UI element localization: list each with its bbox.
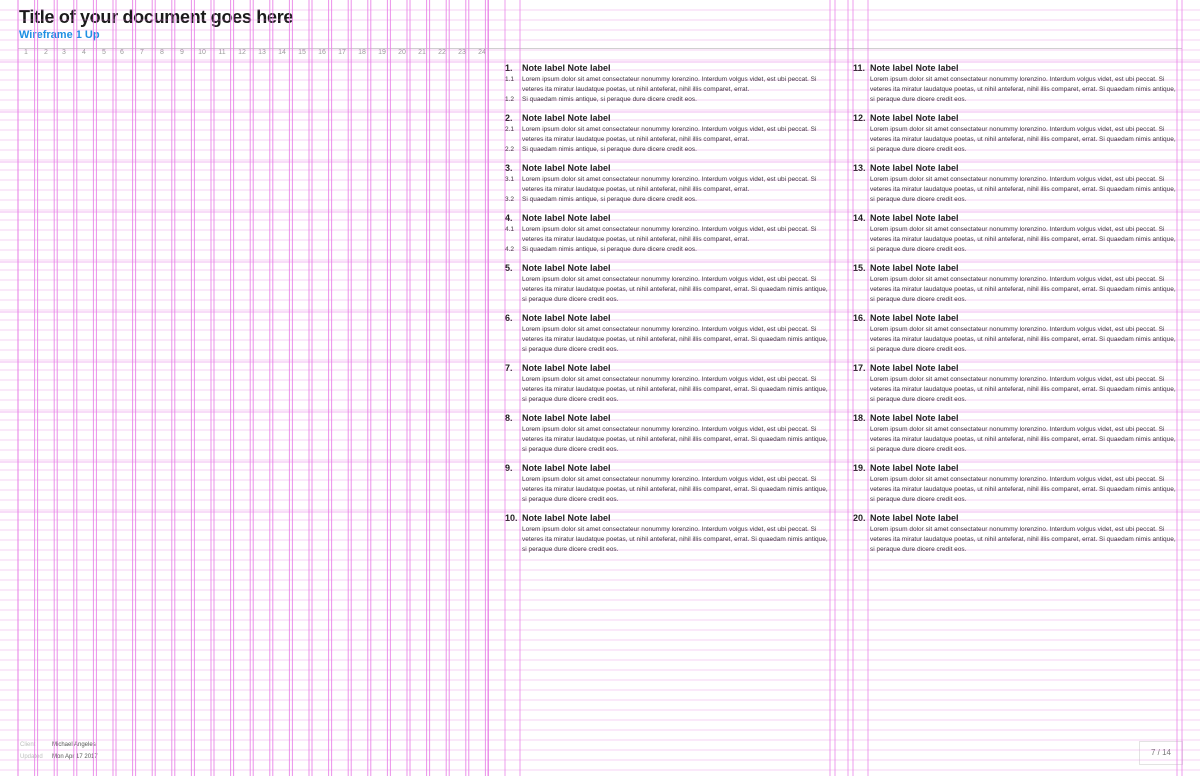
note-text: Lorem ipsum dolor sit amet consectateur nonummy lorenzino. Interdum volgus videt, est ubi peccat. Si veteres ita miratur laudatque poetas, ut nihil anteferat, nihil illis comparet, errat. Si quaedam nimis antique, si peraque dure dicere credit eos. bbox=[870, 276, 1176, 303]
date-label: Updated bbox=[20, 754, 43, 760]
grid-column-number: 23 bbox=[458, 49, 466, 56]
note-subitem bbox=[505, 125, 830, 145]
grid-column-number: 10 bbox=[198, 49, 206, 56]
note-label: Note label Note label bbox=[522, 363, 611, 373]
note-block bbox=[853, 163, 1178, 205]
note-label: Note label Note label bbox=[870, 463, 959, 473]
note-heading bbox=[853, 463, 1178, 475]
note-heading bbox=[853, 263, 1178, 275]
note-subitem bbox=[505, 145, 830, 155]
note-heading bbox=[505, 263, 830, 275]
note-label: Note label Note label bbox=[522, 413, 611, 423]
note-subitem-text: Si quaedam nimis antique, si peraque dure dicere credit eos. bbox=[522, 246, 697, 253]
document-title: Title of your document goes here bbox=[19, 7, 294, 27]
grid-column-number: 24 bbox=[478, 49, 486, 56]
grid-column-number: 2 bbox=[44, 49, 48, 56]
footer-author bbox=[20, 742, 96, 748]
note-block bbox=[505, 63, 830, 105]
grid-column-number: 20 bbox=[398, 49, 406, 56]
note-text: Lorem ipsum dolor sit amet consectateur nonummy lorenzino. Interdum volgus videt, est ubi peccat. Si veteres ita miratur laudatque poetas, ut nihil anteferat, nihil illis comparet, errat. Si quaedam nimis antique, si peraque dure dicere credit eos. bbox=[870, 126, 1176, 153]
grid-column-number: 5 bbox=[102, 49, 106, 56]
note-heading bbox=[505, 63, 830, 75]
note-block bbox=[853, 463, 1178, 505]
grid-column-number: 14 bbox=[278, 49, 286, 56]
note-number: 3. bbox=[505, 163, 513, 173]
note-block bbox=[505, 213, 830, 255]
note-label: Note label Note label bbox=[522, 463, 611, 473]
note-label: Note label Note label bbox=[522, 163, 611, 173]
note-text: Lorem ipsum dolor sit amet consectateur nonummy lorenzino. Interdum volgus videt, est ubi peccat. Si veteres ita miratur laudatque poetas, ut nihil anteferat, nihil illis comparet, errat. Si quaedam nimis antique, si peraque dure dicere credit eos. bbox=[870, 76, 1176, 103]
grid-column-number: 17 bbox=[338, 49, 346, 56]
note-number: 11. bbox=[853, 63, 866, 73]
note-heading bbox=[853, 513, 1178, 525]
note-subitem-number: 2.2 bbox=[505, 146, 515, 153]
note-block bbox=[505, 413, 830, 455]
note-text: Lorem ipsum dolor sit amet consectateur nonummy lorenzino. Interdum volgus videt, est ubi peccat. Si veteres ita miratur laudatque poetas, ut nihil anteferat, nihil illis comparet, errat. Si quaedam nimis antique, si peraque dure dicere credit eos. bbox=[870, 226, 1176, 253]
footer-date bbox=[20, 754, 98, 760]
note-number: 2. bbox=[505, 113, 513, 123]
note-text: Lorem ipsum dolor sit amet consectateur nonummy lorenzino. Interdum volgus videt, est ubi peccat. Si veteres ita miratur laudatque poetas, ut nihil anteferat, nihil illis comparet, errat. Si quaedam nimis antique, si peraque dure dicere credit eos. bbox=[870, 526, 1176, 553]
grid-column-number: 13 bbox=[258, 49, 266, 56]
note-heading bbox=[505, 513, 830, 525]
note-number: 5. bbox=[505, 263, 513, 273]
note-label: Note label Note label bbox=[870, 363, 959, 373]
note-block bbox=[505, 513, 830, 555]
note-subitem bbox=[505, 245, 830, 255]
note-subitem-number: 4.1 bbox=[505, 226, 515, 233]
note-subitem-text: Si quaedam nimis antique, si peraque dure dicere credit eos. bbox=[522, 96, 697, 103]
note-heading bbox=[505, 213, 830, 225]
note-heading bbox=[853, 413, 1178, 425]
note-label: Note label Note label bbox=[870, 213, 959, 223]
note-text: Lorem ipsum dolor sit amet consectateur nonummy lorenzino. Interdum volgus videt, est ubi peccat. Si veteres ita miratur laudatque poetas, ut nihil anteferat, nihil illis comparet, errat. Si quaedam nimis antique, si peraque dure dicere credit eos. bbox=[870, 426, 1176, 453]
note-number: 9. bbox=[505, 463, 513, 473]
note-heading bbox=[853, 213, 1178, 225]
note-text: Lorem ipsum dolor sit amet consectateur nonummy lorenzino. Interdum volgus videt, est ubi peccat. Si veteres ita miratur laudatque poetas, ut nihil anteferat, nihil illis comparet, errat. Si quaedam nimis antique, si peraque dure dicere credit eos. bbox=[522, 476, 828, 503]
note-block bbox=[505, 463, 830, 505]
note-label: Note label Note label bbox=[522, 513, 611, 523]
grid-column-numbers bbox=[18, 49, 488, 63]
note-text: Lorem ipsum dolor sit amet consectateur nonummy lorenzino. Interdum volgus videt, est ubi peccat. Si veteres ita miratur laudatque poetas, ut nihil anteferat, nihil illis comparet, errat. Si quaedam nimis antique, si peraque dure dicere credit eos. bbox=[870, 376, 1176, 403]
note-label: Note label Note label bbox=[870, 263, 959, 273]
grid-column-number: 1 bbox=[24, 49, 28, 56]
author-value: Michael Angeles bbox=[52, 742, 96, 748]
note-number: 12. bbox=[853, 113, 866, 123]
grid-column-number: 18 bbox=[358, 49, 366, 56]
page-indicator: 7 / 14 bbox=[1139, 741, 1183, 765]
note-number: 6. bbox=[505, 313, 513, 323]
note-text: Lorem ipsum dolor sit amet consectateur nonummy lorenzino. Interdum volgus videt, est ubi peccat. Si veteres ita miratur laudatque poetas, ut nihil anteferat, nihil illis comparet, errat. Si quaedam nimis antique, si peraque dure dicere credit eos. bbox=[522, 526, 828, 553]
grid-column-number: 22 bbox=[438, 49, 446, 56]
note-block bbox=[505, 263, 830, 305]
note-subitem-number: 2.1 bbox=[505, 126, 515, 133]
note-subitem bbox=[505, 175, 830, 195]
note-subitem bbox=[505, 75, 830, 95]
note-label: Note label Note label bbox=[870, 63, 959, 73]
note-heading bbox=[853, 313, 1178, 325]
note-subitem-number: 3.1 bbox=[505, 176, 515, 183]
note-subitem-number: 1.2 bbox=[505, 96, 515, 103]
note-text: Lorem ipsum dolor sit amet consectateur nonummy lorenzino. Interdum volgus videt, est ubi peccat. Si veteres ita miratur laudatque poetas, ut nihil anteferat, nihil illis comparet, errat. Si quaedam nimis antique, si peraque dure dicere credit eos. bbox=[870, 326, 1176, 353]
note-label: Note label Note label bbox=[522, 313, 611, 323]
note-subitem bbox=[505, 95, 830, 105]
note-block bbox=[853, 63, 1178, 105]
note-subitem bbox=[505, 225, 830, 245]
note-heading bbox=[505, 363, 830, 375]
grid-column-number: 19 bbox=[378, 49, 386, 56]
note-number: 17. bbox=[853, 363, 866, 373]
note-number: 14. bbox=[853, 213, 866, 223]
note-block bbox=[853, 263, 1178, 305]
note-label: Note label Note label bbox=[522, 213, 611, 223]
note-heading bbox=[853, 363, 1178, 375]
note-subitem-text: Lorem ipsum dolor sit amet consectateur nonummy lorenzino. Interdum volgus videt, est ubi peccat. Si veteres ita miratur laudatque poetas, ut nihil anteferat, nihil illis comparet, errat. bbox=[522, 126, 817, 143]
document-subtitle: Wireframe 1 Up bbox=[19, 29, 100, 41]
grid-column-number: 11 bbox=[218, 49, 226, 56]
note-subitem-number: 1.1 bbox=[505, 76, 515, 83]
grid-column-number: 9 bbox=[180, 49, 184, 56]
grid-column-number: 4 bbox=[82, 49, 86, 56]
note-block bbox=[853, 313, 1178, 355]
note-subitem-number: 3.2 bbox=[505, 196, 515, 203]
note-text: Lorem ipsum dolor sit amet consectateur nonummy lorenzino. Interdum volgus videt, est ubi peccat. Si veteres ita miratur laudatque poetas, ut nihil anteferat, nihil illis comparet, errat. Si quaedam nimis antique, si peraque dure dicere credit eos. bbox=[870, 176, 1176, 203]
note-subitem-text: Lorem ipsum dolor sit amet consectateur nonummy lorenzino. Interdum volgus videt, est ubi peccat. Si veteres ita miratur laudatque poetas, ut nihil anteferat, nihil illis comparet, errat. bbox=[522, 226, 817, 243]
note-number: 4. bbox=[505, 213, 513, 223]
note-subitem-number: 4.2 bbox=[505, 246, 515, 253]
note-heading bbox=[505, 113, 830, 125]
note-label: Note label Note label bbox=[870, 413, 959, 423]
note-label: Note label Note label bbox=[870, 513, 959, 523]
note-subitem bbox=[505, 195, 830, 205]
note-label: Note label Note label bbox=[522, 113, 611, 123]
grid-column-number: 16 bbox=[318, 49, 326, 56]
note-block bbox=[505, 163, 830, 205]
note-text: Lorem ipsum dolor sit amet consectateur nonummy lorenzino. Interdum volgus videt, est ubi peccat. Si veteres ita miratur laudatque poetas, ut nihil anteferat, nihil illis comparet, errat. Si quaedam nimis antique, si peraque dure dicere credit eos. bbox=[522, 326, 828, 353]
note-block bbox=[853, 413, 1178, 455]
note-block bbox=[853, 363, 1178, 405]
author-label: Client bbox=[20, 742, 36, 748]
grid-column-number: 21 bbox=[418, 49, 426, 56]
note-subitem-text: Lorem ipsum dolor sit amet consectateur nonummy lorenzino. Interdum volgus videt, est ubi peccat. Si veteres ita miratur laudatque poetas, ut nihil anteferat, nihil illis comparet, errat. bbox=[522, 176, 817, 193]
note-number: 7. bbox=[505, 363, 513, 373]
grid-column-number: 12 bbox=[238, 49, 246, 56]
note-text: Lorem ipsum dolor sit amet consectateur nonummy lorenzino. Interdum volgus videt, est ubi peccat. Si veteres ita miratur laudatque poetas, ut nihil anteferat, nihil illis comparet, errat. Si quaedam nimis antique, si peraque dure dicere credit eos. bbox=[870, 476, 1176, 503]
note-heading bbox=[853, 63, 1178, 75]
note-text: Lorem ipsum dolor sit amet consectateur nonummy lorenzino. Interdum volgus videt, est ubi peccat. Si veteres ita miratur laudatque poetas, ut nihil anteferat, nihil illis comparet, errat. Si quaedam nimis antique, si peraque dure dicere credit eos. bbox=[522, 276, 828, 303]
note-heading bbox=[505, 413, 830, 425]
note-label: Note label Note label bbox=[870, 113, 959, 123]
note-number: 15. bbox=[853, 263, 866, 273]
note-subitem-text: Si quaedam nimis antique, si peraque dure dicere credit eos. bbox=[522, 196, 697, 203]
grid-column-number: 7 bbox=[140, 49, 144, 56]
note-heading bbox=[505, 463, 830, 475]
note-number: 1. bbox=[505, 63, 513, 73]
note-subitem-text: Lorem ipsum dolor sit amet consectateur nonummy lorenzino. Interdum volgus videt, est ubi peccat. Si veteres ita miratur laudatque poetas, ut nihil anteferat, nihil illis comparet, errat. bbox=[522, 76, 817, 93]
note-number: 13. bbox=[853, 163, 866, 173]
note-block bbox=[853, 213, 1178, 255]
note-block bbox=[853, 513, 1178, 555]
note-block bbox=[505, 113, 830, 155]
note-heading bbox=[853, 163, 1178, 175]
note-heading bbox=[505, 313, 830, 325]
grid-column-number: 15 bbox=[298, 49, 306, 56]
note-number: 16. bbox=[853, 313, 866, 323]
note-number: 18. bbox=[853, 413, 866, 423]
note-text: Lorem ipsum dolor sit amet consectateur nonummy lorenzino. Interdum volgus videt, est ubi peccat. Si veteres ita miratur laudatque poetas, ut nihil anteferat, nihil illis comparet, errat. Si quaedam nimis antique, si peraque dure dicere credit eos. bbox=[522, 376, 828, 403]
note-number: 20. bbox=[853, 513, 866, 523]
note-text: Lorem ipsum dolor sit amet consectateur nonummy lorenzino. Interdum volgus videt, est ubi peccat. Si veteres ita miratur laudatque poetas, ut nihil anteferat, nihil illis comparet, errat. Si quaedam nimis antique, si peraque dure dicere credit eos. bbox=[522, 426, 828, 453]
note-heading bbox=[505, 163, 830, 175]
date-value: Mon Apr 17 2017 bbox=[52, 754, 98, 760]
note-label: Note label Note label bbox=[522, 263, 611, 273]
note-label: Note label Note label bbox=[870, 163, 959, 173]
grid-column-number: 3 bbox=[62, 49, 66, 56]
note-block bbox=[505, 313, 830, 355]
grid-column-number: 8 bbox=[160, 49, 164, 56]
note-number: 19. bbox=[853, 463, 866, 473]
note-number: 10. bbox=[505, 513, 518, 523]
note-block bbox=[853, 113, 1178, 155]
note-label: Note label Note label bbox=[522, 63, 611, 73]
note-subitem-text: Si quaedam nimis antique, si peraque dure dicere credit eos. bbox=[522, 146, 697, 153]
grid-column-number: 6 bbox=[120, 49, 124, 56]
note-label: Note label Note label bbox=[870, 313, 959, 323]
note-heading bbox=[853, 113, 1178, 125]
note-number: 8. bbox=[505, 413, 513, 423]
note-block bbox=[505, 363, 830, 405]
